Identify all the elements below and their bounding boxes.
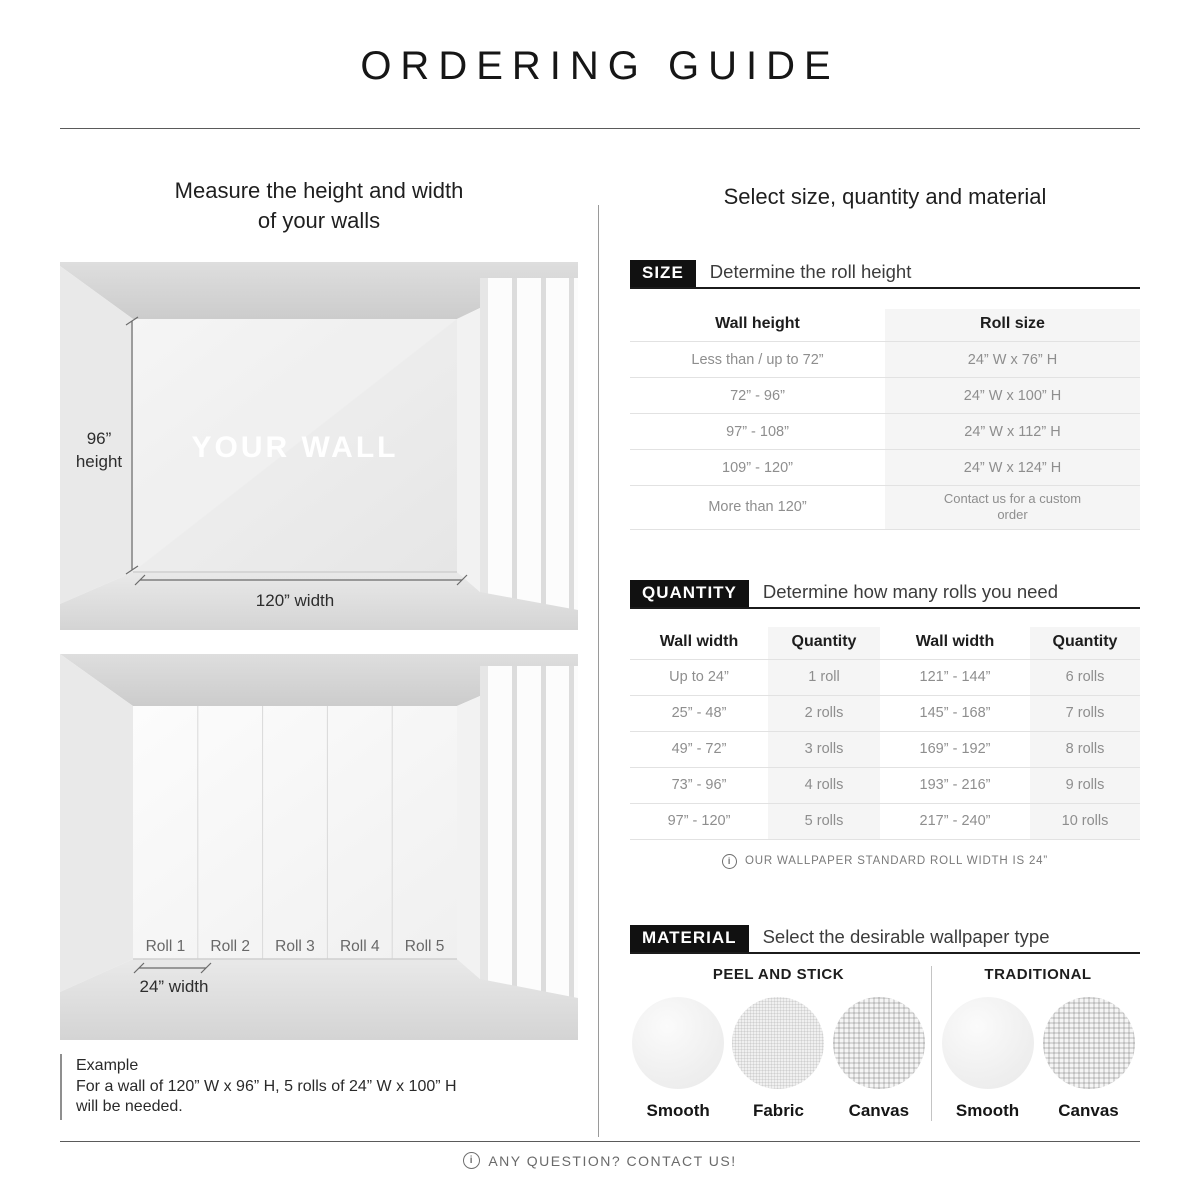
size-col-header: Roll size bbox=[885, 309, 1140, 341]
measure-column bbox=[60, 170, 578, 1120]
material-option-fabric: Fabric bbox=[730, 997, 826, 1121]
column-divider-line bbox=[598, 205, 599, 1137]
qty-cell: 145” - 168” bbox=[880, 695, 1030, 731]
roll-label: Roll 3 bbox=[275, 938, 315, 956]
size-badge: SIZE bbox=[630, 260, 696, 287]
size-subtitle: Determine the roll height bbox=[709, 261, 912, 282]
material-option-canvas: Canvas bbox=[831, 997, 927, 1121]
qty-cell: 10 rolls bbox=[1030, 803, 1140, 840]
qty-cell: 217” - 240” bbox=[880, 803, 1030, 840]
qty-cell: 73” - 96” bbox=[630, 767, 768, 803]
material-section-header bbox=[630, 925, 1140, 954]
material-subtitle: Select the desirable wallpaper type bbox=[762, 925, 1050, 947]
size-cell: Less than / up to 72” bbox=[630, 341, 885, 377]
roll-labels bbox=[133, 938, 457, 956]
material-group-title: PEEL AND STICK bbox=[712, 965, 845, 983]
qty-cell: 6 rolls bbox=[1030, 659, 1140, 695]
top-divider-line bbox=[60, 128, 1140, 129]
roll-label: Roll 1 bbox=[145, 938, 186, 956]
fabric-texture-swatch bbox=[732, 997, 824, 1089]
wall-height-label: 96” height bbox=[75, 429, 123, 472]
room-illustration-rolls bbox=[60, 654, 578, 1040]
roll-label: Roll 4 bbox=[339, 938, 380, 956]
quantity-badge: QUANTITY bbox=[630, 580, 749, 607]
size-cell: 24” W x 112” H bbox=[885, 413, 1140, 449]
qty-cell: 9 rolls bbox=[1030, 767, 1140, 803]
quantity-section-header bbox=[630, 580, 1140, 609]
size-cell: 97” - 108” bbox=[630, 413, 885, 449]
material-group-peel-and-stick bbox=[630, 966, 932, 1121]
material-badge: MATERIAL bbox=[630, 925, 749, 952]
size-table bbox=[630, 309, 1140, 530]
size-section-header bbox=[630, 260, 1140, 289]
measure-heading-line1: Measure the height and width bbox=[174, 178, 464, 203]
qty-cell: 121” - 144” bbox=[880, 659, 1030, 695]
smooth-texture-swatch bbox=[632, 997, 724, 1089]
quantity-table bbox=[630, 627, 1140, 840]
size-col-header: Wall height bbox=[715, 315, 800, 332]
material-group-title: TRADITIONAL bbox=[984, 965, 1092, 983]
qty-col-header: Quantity bbox=[768, 627, 880, 659]
size-cell: 72” - 96” bbox=[630, 377, 885, 413]
footer bbox=[0, 1152, 1200, 1169]
smooth-texture-swatch bbox=[942, 997, 1034, 1089]
page-title: ORDERING GUIDE bbox=[360, 44, 840, 88]
select-column bbox=[630, 184, 1140, 1121]
roll-width-note bbox=[630, 854, 1140, 869]
size-cell: Contact us for a custom order bbox=[885, 485, 1140, 530]
canvas-texture-swatch bbox=[833, 997, 925, 1089]
roll-label: Roll 2 bbox=[210, 938, 251, 956]
qty-cell: Up to 24” bbox=[630, 659, 768, 695]
material-option-smooth: Smooth bbox=[630, 997, 726, 1121]
qty-cell: 2 rolls bbox=[768, 695, 880, 731]
footer-divider-line bbox=[60, 1141, 1140, 1142]
example-line2: will be needed. bbox=[76, 1098, 183, 1116]
select-heading: Select size, quantity and material bbox=[723, 184, 1047, 209]
wall-width-label: 120” width bbox=[255, 591, 335, 611]
qty-col-header: Wall width bbox=[659, 632, 739, 650]
measure-heading bbox=[60, 176, 578, 235]
room-illustration-your-wall bbox=[60, 262, 578, 630]
qty-cell: 5 rolls bbox=[768, 803, 880, 840]
qty-cell: 25” - 48” bbox=[630, 695, 768, 731]
quantity-subtitle: Determine how many rolls you need bbox=[762, 580, 1059, 602]
size-cell: 109” - 120” bbox=[630, 449, 885, 485]
roll-label: Roll 5 bbox=[404, 938, 445, 956]
example-title: Example bbox=[76, 1057, 139, 1075]
note-text: OUR WALLPAPER STANDARD ROLL WIDTH IS 24” bbox=[745, 855, 1048, 867]
size-cell: More than 120” bbox=[630, 485, 885, 530]
size-cell: 24” W x 100” H bbox=[885, 377, 1140, 413]
qty-cell: 97” - 120” bbox=[630, 803, 768, 840]
material-groups bbox=[630, 966, 1140, 1121]
size-cell: 24” W x 76” H bbox=[885, 341, 1140, 377]
qty-col-header: Quantity bbox=[1030, 627, 1140, 659]
measure-heading-line2: of your walls bbox=[257, 207, 381, 233]
info-icon: i bbox=[463, 1152, 480, 1169]
info-icon: i bbox=[722, 854, 737, 869]
canvas-texture-swatch bbox=[1043, 997, 1135, 1089]
qty-cell: 3 rolls bbox=[768, 731, 880, 767]
example-block bbox=[60, 1054, 578, 1119]
qty-col-header: Wall width bbox=[915, 632, 995, 650]
qty-cell: 193” - 216” bbox=[880, 767, 1030, 803]
qty-cell: 4 rolls bbox=[768, 767, 880, 803]
your-wall-label: YOUR WALL bbox=[191, 431, 399, 465]
material-group-traditional bbox=[932, 966, 1140, 1121]
qty-cell: 7 rolls bbox=[1030, 695, 1140, 731]
qty-cell: 1 roll bbox=[768, 659, 880, 695]
material-option-smooth: Smooth bbox=[939, 997, 1036, 1121]
material-option-canvas: Canvas bbox=[1040, 997, 1137, 1121]
qty-cell: 169” - 192” bbox=[880, 731, 1030, 767]
qty-cell: 8 rolls bbox=[1030, 731, 1140, 767]
size-cell: 24” W x 124” H bbox=[885, 449, 1140, 485]
footer-text: ANY QUESTION? CONTACT US! bbox=[488, 1152, 737, 1169]
qty-cell: 49” - 72” bbox=[630, 731, 768, 767]
example-line1: For a wall of 120” W x 96” H, 5 rolls of 24” W x 100” H bbox=[76, 1077, 457, 1095]
roll-width-label: 24” width bbox=[139, 977, 209, 997]
